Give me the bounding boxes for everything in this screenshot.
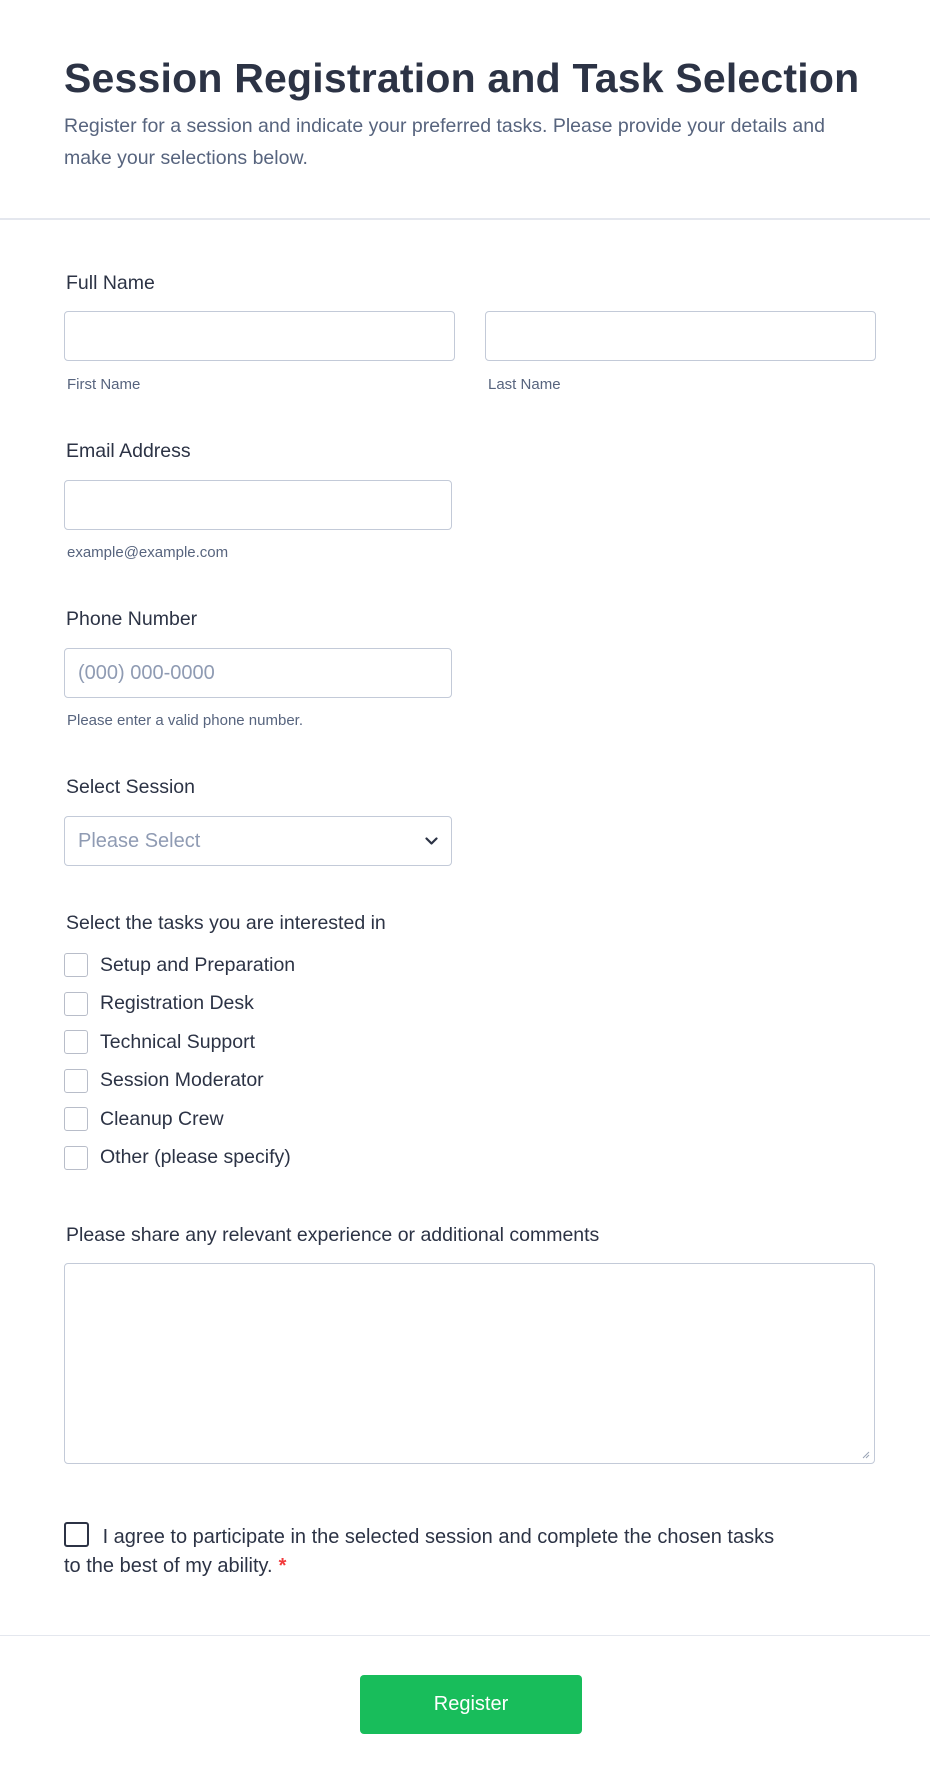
task-option-other[interactable] — [64, 1139, 295, 1178]
task-option-technical[interactable] — [64, 1023, 295, 1062]
email-label: Email Address — [66, 440, 191, 462]
task-option-label: Registration Desk — [100, 992, 254, 1015]
email-sublabel: example@example.com — [67, 544, 229, 561]
session-selected-value: Please Select — [78, 829, 201, 852]
task-option-moderator[interactable] — [64, 1062, 295, 1101]
agreement-text: I agree to participate in the selected session and complete the chosen tasks to the best of my ability. — [64, 1526, 775, 1577]
form-header — [0, 0, 930, 220]
tasks-options — [64, 946, 295, 1177]
session-label: Select Session — [66, 776, 195, 798]
phone-sublabel: Please enter a valid phone number. — [67, 712, 303, 729]
checkbox[interactable] — [64, 992, 88, 1016]
chevron-down-icon — [424, 834, 438, 848]
task-option-label: Setup and Preparation — [100, 953, 296, 976]
checkbox[interactable] — [64, 1030, 88, 1054]
task-option-label: Session Moderator — [100, 1069, 264, 1092]
first-name-input[interactable] — [64, 311, 455, 361]
phone-input[interactable] — [64, 648, 452, 698]
comments-textarea[interactable] — [64, 1263, 875, 1464]
task-option-label: Technical Support — [100, 1030, 256, 1053]
last-name-input[interactable] — [485, 311, 876, 361]
checkbox[interactable] — [64, 953, 88, 977]
comments-label: Please share any relevant experience or additional comments — [66, 1224, 600, 1246]
page-title: Session Registration and Task Selection — [64, 55, 860, 101]
task-option-label: Cleanup Crew — [100, 1107, 224, 1130]
email-input[interactable] — [64, 480, 452, 530]
footer-divider — [0, 1635, 930, 1636]
task-option-cleanup[interactable] — [64, 1100, 295, 1139]
task-option-label: Other (please specify) — [100, 1146, 291, 1169]
agreement-field — [64, 1522, 784, 1581]
task-option-registration[interactable] — [64, 985, 295, 1024]
tasks-label: Select the tasks you are interested in — [66, 912, 386, 934]
agreement-checkbox[interactable] — [64, 1522, 89, 1547]
first-name-sublabel: First Name — [67, 376, 141, 393]
checkbox[interactable] — [64, 1107, 88, 1131]
register-button[interactable]: Register — [360, 1675, 582, 1734]
required-asterisk: * — [278, 1555, 287, 1577]
task-option-setup[interactable] — [64, 946, 295, 985]
last-name-sublabel: Last Name — [488, 376, 561, 393]
checkbox[interactable] — [64, 1069, 88, 1093]
page-subtitle: Register for a session and indicate your preferred tasks. Please provide your details and make your selections below. — [64, 115, 825, 169]
phone-label: Phone Number — [66, 608, 198, 630]
session-select[interactable] — [64, 816, 452, 866]
resize-handle-icon[interactable] — [860, 1449, 870, 1459]
full-name-label: Full Name — [66, 272, 155, 294]
checkbox[interactable] — [64, 1146, 88, 1170]
